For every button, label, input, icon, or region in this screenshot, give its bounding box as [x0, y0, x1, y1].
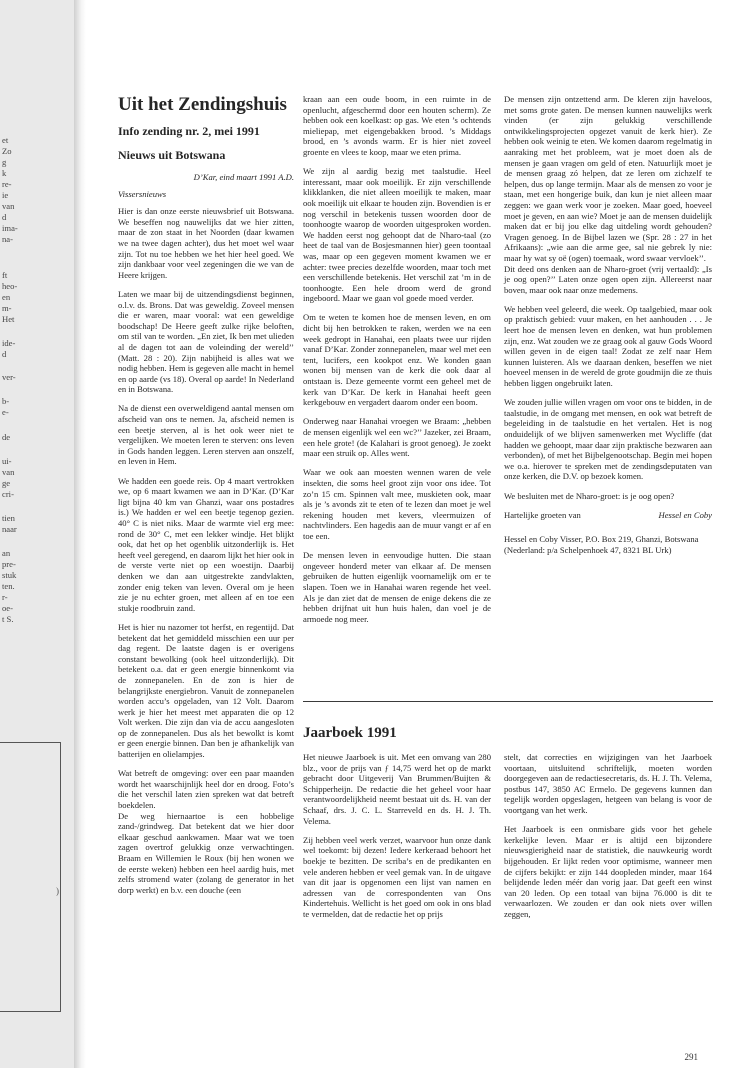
paragraph: Waar we ook aan moesten wennen waren de vele insekten, die soms heel groot zijn voor ons idee. Tot zo’n 15 cm. Spinnen valt mee, muskieten ook, maar als je ’s avonds zit te eten of te lezen dan moet je wel rekening houden met kevers, vleermuizen of nachtvlinders. Een hagedis aan de muur vangt er af en toe een.: [303, 467, 491, 541]
paragraph: Wat betreft de omgeving: over een paar maanden wordt het waarschijnlijk heel dor en droog. Foto’s die het verschil laten zien spreken wat dat betreft boekdelen. De weg hiernaartoe is een hobbelige zand-/grindweg. Dat betekent dat we hier door elkaar geschud aankwamen. Maar wat we toen zagen overtrof gelukkig onze verwachtingen. Braam en Willemien le Roux (bij hen wonen we de eerste weken) hebben een heel aardig huis, met zelfs stromend water (zolang de generator in het dorp werkt) en b.v. een douche (een: [118, 768, 294, 895]
facing-page-fragment: d: [2, 349, 7, 359]
facing-page-fragment: ide-: [2, 338, 16, 348]
paragraph: Hier is dan onze eerste nieuwsbrief uit Botswana. We beseffen nog nauwelijks dat we hier zitten, maar de zon staat in het Noorden (daar kwamen we na twee dagen achter), dus het moet wel waar zijn. Tot nu toe hebben we het hier heel goed. We zijn dankbaar voor veel zegeningen die we van de Heere krijgen.: [118, 206, 294, 280]
column-3-body: [504, 94, 712, 501]
facing-page-fragment: re-: [2, 179, 12, 189]
facing-page-box: [0, 742, 61, 1012]
facing-page-fragment: et: [2, 135, 9, 145]
facing-page-fragment: heo-: [2, 281, 18, 291]
facing-page-fragment: na-: [2, 234, 13, 244]
facing-page-fragment: tien: [2, 513, 15, 523]
address-botswana: Hessel en Coby Visser, P.O. Box 219, Ghanzi, Botswana: [504, 534, 699, 545]
dateline: D’Kar, eind maart 1991 A.D.: [193, 172, 294, 182]
facing-page-fragment: van: [2, 201, 15, 211]
paragraph: Het is hier nu nazomer tot herfst, en regentijd. Dat betekent dat het gemiddeld misschien een uur per dag regent. De laatste dagen is er overigens constant bewolking (ook heel uitzonderlijk). Dit betekent o.a. dat er geen energie binnenkomt via de zonnepanelen. En de zon is hier de belangrijkste energiebron. Vanuit de zonnepanelen worden accu’s opgeladen, van 12 Volt. Daarom werk je hier het meest met apparaten die op 12 Volt werken. Die zijn dan via de accu aangesloten op de zonnepanelen. Dus als het bewolkt is komt er geen energie binnen. Dan ben je afhankelijk van batterijen en olielampjes.: [118, 621, 294, 760]
paragraph: Zij hebben veel werk verzet, waarvoor hun onze dank wel toekomt: bij dezen! Iedere kerkeraad behoort het boekje te bezitten. De scriba’s en de predikanten en vele anderen hebben er veel gemak van. In de uitgave van dit jaar is opgenomen een lijst van namen en adressen van de correspondenten van Ons Kindertehuis. Wellicht is het goed om ook in ons blad te vermelden, dat de redactie het op prijs: [303, 834, 491, 919]
facing-page-fragment: r-: [2, 592, 8, 602]
facing-page-fragment: pre-: [2, 559, 16, 569]
paragraph: We zouden jullie willen vragen om voor ons te bidden, in de taalstudie, in de omgang met mensen, en ook wat betreft de begeleiding in de taalstudie en het vertalen. Het is nog onduidelijk of we blijven samenwerken met Wycliffe (dat hadden we gehoopt, maar daar zijn praktische bezwaren aan verbonden), of met het Bijbelgenootschap. Begin mei hopen we o.a. hierover te spreken met de zendingsdeputaten van onze kerken, die D.V. op bezoek komen.: [504, 397, 712, 482]
facing-page-fragment: k: [2, 168, 7, 178]
facing-page-fragment: e-: [2, 407, 9, 417]
facing-page-fragment: en: [2, 292, 11, 302]
paragraph: Het Jaarboek is een onmisbare gids voor het gehele kerkelijke leven. Maar er is altijd een bijzondere nieuwsgierigheid naar de statistiek, die nauwkeurig wordt bijgehouden. Er lijkt reden voor optimisme, wanneer men de cijfers bekijkt: er zijn 144 doopleden minder, maar 164 belijdende leden méér dan vorig jaar. Dat geeft een winst van 20 leden. Op een totaal van bijna 76.000 is dit te verwaarlozen. We zouden er dan ook niets over willen zeggen,: [504, 824, 712, 919]
facing-page-fragment: ten.: [2, 581, 15, 591]
paragraph: Laten we maar bij de uitzendingsdienst beginnen, o.l.v. ds. Brons. Dat was geweldig. Zoveel mensen die er waren, maar vooral: wat een geweldige boodschap! De Heere geeft zulke rijke beloften, om stil van te worden. „En ziet, Ik ben met ulieden al de dagen tot aan de voleinding der wereld’’ (Matt. 28 : 20). Zijn nabijheid is alles wat we nodig hebben. Hem is gegeven alle macht in hemel en op aarde (vs 18). Overal op aarde! In Nederland en in Botswana.: [118, 288, 294, 395]
facing-page-fragment: Het: [2, 314, 15, 324]
column-2-body: [303, 94, 491, 624]
paragraph: We hebben veel geleerd, die week. Op taalgebied, maar ook op praktisch gebied: vuur maken, en het aanhouden . . . Je leert hoe de mensen leven en denken, wat hun problemen zijn, enz. Wat zouden we ze graag ook al gauw Gods Woord willen geven in de eigen taal! Zodat ze zelf naar Hem kunnen luisteren. Als we daaraan denken, beseffen we niet hoeveel mensen in de wereld de grote goudmijn die ze thuis hebben liggen ongebruikt laten.: [504, 303, 712, 389]
facing-page-fragment: van: [2, 467, 15, 477]
paragraph: De mensen zijn ontzettend arm. De kleren zijn haveloos, met soms grote gaten. De mensen kunnen nauwelijks werk vinden (er zijn gelukkig verschillende ontwikkelingsprojecten opgezet vanuit de kerk hier). Ze hebben ook weinig te eten. We komen daarom regelmatig in aanraking met het probleem, wat je moet doen als de mensen je gaan vragen om geld of eten. Natuurlijk moet je de mensen graag zó helpen, dat ze leren om zichzelf te helpen, dus op lange termijn. Maar als de mensen zo voor je staan, met een hongerige buik, dan kun je niet alleen maar zeggen: we gaan werk voor je zoeken. Maar goed, hoeveel moet je geven, en aan wie? Moet je aan de mensen duidelijk maken dat er bij jou elke dag uitdeling wordt gehouden? Vragen genoeg. In de Bijbel lazen we (Spr. 28 : 27 in het Afrikaans): „wie aan die arme gee, sal nie gebrek ly nie: maar hy wat sy oë (ogen) toemaak, word swaar vervloek’’. Dit deed ons denken aan de Nharo-groet (vrij vertaald): „Is je oog open?’’ Laten onze ogen open zijn. Allereerst naar boven, maar ook naar onze medemens.: [504, 94, 712, 295]
facing-page-paren: ): [56, 886, 59, 896]
closing-text: Hartelijke groeten van: [504, 509, 581, 520]
jaarboek-column-2: [504, 752, 712, 928]
article-column-3: [504, 94, 712, 564]
paragraph: We besluiten met de Nharo-groet: is je oog open?: [504, 490, 675, 501]
facing-page-fragment: naar: [2, 524, 17, 534]
facing-page-fragment: stuk: [2, 570, 17, 580]
address-netherlands: (Nederland: p/a Schelpenhoek 47, 8321 BL Urk): [504, 544, 672, 555]
facing-page-fragment: oe-: [2, 603, 13, 613]
facing-page-fragment: ie: [2, 190, 9, 200]
article-column-2: [303, 94, 491, 633]
facing-page-edge: [0, 0, 80, 1068]
paragraph: We hadden een goede reis. Op 4 maart vertrokken we, op 6 maart kwamen we aan in D’Kar. (D’Kar ligt bijna 40 km van Ghanzi, waar ons postadres is.) We hadden er wel een beetje tegenop gezien. 40° C is niet niks. Maar de warmte viel erg mee: rond de 30° C, met een lekker windje. Het blijkt ook, dat het op het ogenblik uitzonderlijk is. Het heeft veel geregend, en daarom lijkt het hier ook in de verste verte niet op een woestijn. Daarbij denken we dan aan uitgestrekte zandvlakten, zonder enig teken van leven. Overal om je heen zie je nu echter groen, met alleen af en toe een stukje roodbruin zand.: [118, 475, 294, 613]
signature-names: Hessel en Coby: [658, 509, 712, 520]
facing-page-fragment: de: [2, 432, 11, 442]
article-column-1: [118, 94, 294, 904]
byline: Vissersnieuws: [118, 188, 167, 199]
paragraph: De mensen leven in eenvoudige hutten. Die staan ongeveer honderd meter van elkaar af. De mensen gebruiken de hutten eigenlijk voornamelijk om er te slapen. Toen we in Hanahai waren regende het veel. Als je dan ziet dat de mensen de enige dekens die ze hebben drijfnat uit hun huis halen, dan voel je de armoede nog meer.: [303, 550, 491, 624]
facing-page-fragment: b-: [2, 396, 10, 406]
page-number: 291: [684, 1052, 698, 1062]
facing-page-fragment: d: [2, 212, 7, 222]
paragraph: Om te weten te komen hoe de mensen leven, en om dicht bij hen betrokken te raken, werden we na een week gedropt in Hanahai, een plaats twee uur rijden vanaf D’Kar. Zonder zonnepanelen, maar wel met een tent, lucifers, een kookpot enz. We konden gaan wonen bij mensen van de kerk die ook daar al ontstaan is. Deze gemeente vormt een geheel met de kerk van D’Kar. De kerk in Hanahai heeft geen kerkgebouw en vergadert daarom onder een boom.: [303, 312, 491, 408]
facing-page-fragment: t S.: [2, 614, 14, 624]
jaarboek-column-1: [303, 752, 491, 928]
paragraph: stelt, dat correcties en wijzigingen van het Jaarboek voortaan, uitsluitend schriftelijk, moeten worden doorgegeven aan de redactiesecretaris, ds. H. J. Th. Velema, postbus 147, 3850 AC Ermelo. De gegevens kunnen dan tegelijk worden opgeslagen, hetgeen van belang is voor de voortgang van het werk.: [504, 752, 712, 815]
paragraph: Onderweg naar Hanahai vroegen we Braam: „hebben de mensen eigenlijk wel een wc?’’ Jazeker, zei Braam, een hele grote! (de Kalahari is groot genoeg). Je zoekt maar een struik op. Alles went.: [303, 416, 491, 459]
paragraph: kraan aan een oude boom, in een ruimte in de openlucht, afgeschermd door een houten scherm). Ze hebben ook een koelkast: op gas. We eten ’s ochtends mieliepap, met eigengebakken brood. ’s Middags brood, en ’s avonds warm. Er is hier niet zoveel groente en vlees te koop, maar we eten prima.: [303, 94, 491, 157]
paragraph: We zijn al aardig bezig met taalstudie. Heel interessant, maar ook moeilijk. Er zijn verschillende klikklanken, die niet alleen moeilijk te maken, maar ook moeilijk uit elkaar te houden zijn. Bovendien is er nog verschil in betekenis tussen woorden door de toonhoogte waarop de woorden uitgesproken worden. We hadden eerst nog gehoopt dat de Nharo-taal (zo heet de taal van de Bosjesmannen hier) geen toontaal was, maar op een gegeven moment kwamen we er achter: twee precies dezelfde woorden, maar toch met een verschillende betekenis. Het verschil zat ’m in de toonhoogte. Een hele droom werd de grond ingeboord. Maar we gaan vol goede moed verder.: [303, 166, 491, 304]
column-1-body: [118, 206, 294, 895]
jaarboek-title: Jaarboek 1991: [303, 725, 397, 741]
facing-page-fragment: m-: [2, 303, 12, 313]
facing-page-fragment: ui-: [2, 456, 12, 466]
facing-page-fragment: g: [2, 157, 7, 167]
facing-page-fragment: ft: [2, 270, 8, 280]
facing-page-fragment: an: [2, 548, 11, 558]
page-gutter: [74, 0, 86, 1068]
facing-page-fragment: cri-: [2, 489, 14, 499]
paragraph: Na de dienst een overweldigend aantal mensen om afscheid van ons te nemen. Ja, afscheid nemen is een beetje sterven, al is het ook weer niet te vergelijken. We moeten leren te sterven: ons leven in Gods handen leggen. Leren sterven aan onszelf, en leven in Hem.: [118, 403, 294, 467]
article-subtitle: Info zending nr. 2, mei 1991: [118, 124, 260, 138]
section-heading: Nieuws uit Botswana: [118, 148, 226, 162]
facing-page-fragment: ima-: [2, 223, 18, 233]
facing-page-fragment: Zo: [2, 146, 12, 156]
facing-page-fragment: ver-: [2, 372, 16, 382]
address: [504, 534, 712, 555]
section-divider: [303, 701, 713, 702]
signature-line: [504, 510, 712, 521]
facing-page-fragment: ge: [2, 478, 11, 488]
article-page: [118, 94, 718, 1062]
paragraph: Het nieuwe Jaarboek is uit. Met een omvang van 280 blz., voor de prijs van ƒ 14,75 werd het op de markt gebracht door Uitgeverij Van Brummen/Buijten & Schipperheijn. De redactie die het geheel voor haar verantwoordelijkheid neemt bestaat uit ds. H. van der Schaaf, drs. J. C. L. Starreveld en ds. H. J. Th. Velema.: [303, 752, 491, 826]
page-title: Uit het Zendingshuis: [118, 94, 287, 115]
